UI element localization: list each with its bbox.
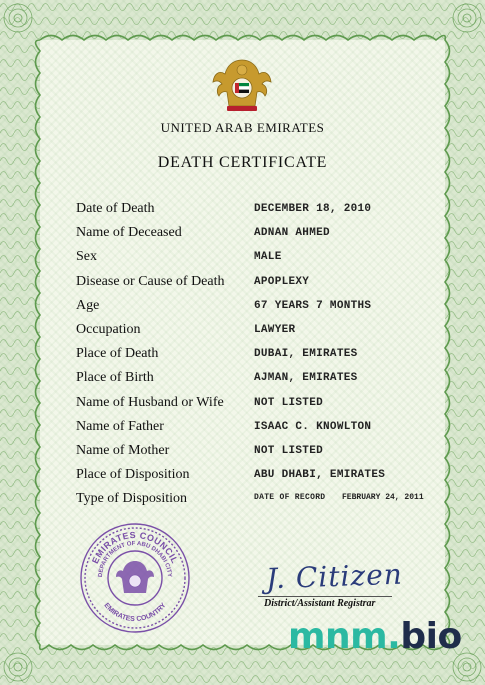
field-value: 67 YEARS 7 MONTHS [254, 299, 372, 312]
seal-bottom-text: EMIRATES COUNTRY [102, 602, 168, 624]
field-value: ISAAC C. KNOWLTON [254, 420, 372, 433]
field-label: Age [76, 297, 100, 313]
field-row [76, 417, 446, 441]
field-value: MALE [254, 251, 282, 264]
certificate-fields [76, 199, 446, 513]
field-value: LAWYER [254, 323, 296, 336]
field-label: Name of Mother [76, 442, 170, 458]
field-value: ABU DHABI, EMIRATES [254, 469, 386, 482]
field-value: NOT LISTED [254, 396, 324, 409]
field-label: Place of Death [76, 346, 159, 362]
field-value: NOT LISTED [254, 444, 324, 457]
field-label: Place of Disposition [76, 467, 190, 483]
seal-top-text: EMIRATES COUNCIL [90, 529, 180, 566]
field-row [76, 247, 446, 271]
field-value: ADNAN AHMED [254, 227, 330, 240]
field-value: APOPLEXY [254, 275, 310, 288]
field-label: Name of Father [76, 418, 164, 434]
field-label: Occupation [76, 321, 141, 337]
watermark-logo [288, 616, 462, 657]
official-seal [78, 521, 192, 635]
field-label: Name of Husband or Wife [76, 394, 224, 410]
field-row [76, 344, 446, 368]
field-value: DUBAI, EMIRATES [254, 348, 358, 361]
document-title: DEATH CERTIFICATE [157, 154, 328, 171]
field-label: Sex [76, 249, 97, 265]
watermark-part1: mnm. [288, 616, 401, 657]
watermark-part2: bio [400, 616, 462, 657]
field-row [76, 393, 446, 417]
field-row [76, 489, 446, 513]
field-label: Place of Birth [76, 370, 154, 386]
field-row [76, 199, 446, 223]
uae-emblem-icon [211, 54, 273, 114]
field-label: Disease or Cause of Death [76, 273, 225, 289]
field-label: Type of Disposition [76, 491, 188, 507]
field-row [76, 272, 446, 296]
field-label: Date of Death [76, 201, 155, 216]
field-row [76, 465, 446, 489]
field-row [76, 441, 446, 465]
field-row [76, 296, 446, 320]
registrar-title: District/Assistant Registrar [264, 598, 376, 609]
field-value: AJMAN, EMIRATES [254, 372, 358, 385]
seal-middle-text: DEPARTMENT OF ABU DHABI CITY [97, 540, 173, 578]
field-row [76, 223, 446, 247]
field-row [76, 368, 446, 392]
registrar-signature: J. Citizen [265, 557, 404, 596]
record-date-value: FEBRUARY 24, 2011 [342, 493, 424, 503]
country-heading: UNITED ARAB EMIRATES [160, 120, 325, 135]
field-value: DECEMBER 18, 2010 [254, 203, 372, 215]
seal-eagle-icon [116, 561, 154, 593]
field-label: Name of Deceased [76, 225, 182, 241]
field-row [76, 320, 446, 344]
signature-line [258, 596, 392, 597]
field-value: DATE OF RECORD [254, 493, 326, 503]
